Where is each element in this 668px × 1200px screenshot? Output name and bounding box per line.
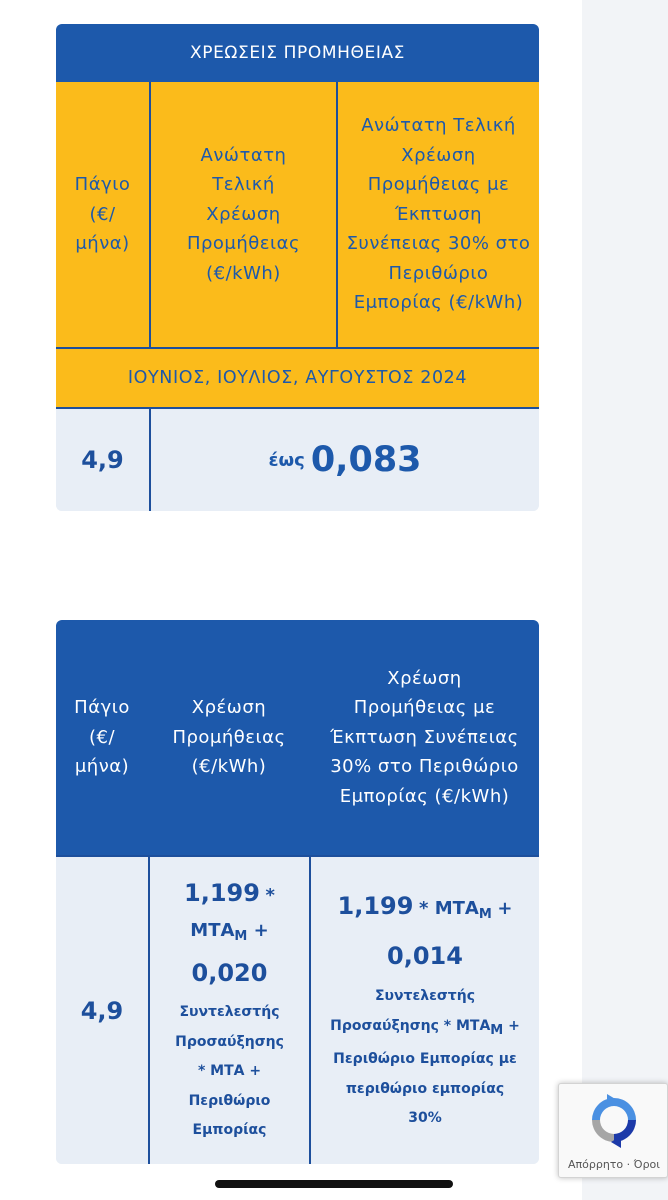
max-price-number: 0,083 — [310, 440, 422, 480]
column-divider — [149, 82, 151, 347]
coefficient: 1,199 — [337, 892, 414, 921]
period-band: ΙΟΥΝΙΟΣ, ΙΟΥΛΙΟΣ, ΑΥΓΟΥΣΤΟΣ 2024 — [56, 349, 539, 407]
recaptcha-links[interactable]: Απόρρητο · Όροι — [567, 1158, 661, 1171]
max-price-value — [151, 409, 539, 511]
header-max-discount-charge-label: Ανώτατη Τελική Χρέωση Προμήθειας με Έκπτωση Συνέπειας 30% στο Περιθώριο Εμπορίας (€/kWh) — [346, 115, 531, 314]
fixed-charge-number: 4,9 — [80, 996, 124, 1025]
header-discount-charge-label: Χρέωση Προμήθειας με Έκπτωση Συνέπειας 30% στο Περιθώριο Εμπορίας (€/kWh) — [330, 667, 519, 807]
plus-sign: + — [253, 920, 269, 942]
header-max-final-charge — [151, 82, 336, 347]
desc-line: Συντελεστής — [374, 988, 476, 1005]
margin-value: 0,014 — [387, 942, 463, 971]
mta-label: * ΜΤΑ — [419, 898, 479, 920]
header-fixed-charge-label: Πάγιο (€/ μήνα) — [74, 697, 130, 778]
table-title: ΧΡΕΩΣΕΙΣ ΠΡΟΜΗΘΕΙΑΣ — [56, 24, 539, 82]
fixed-charge-value — [56, 409, 149, 511]
mta-label: ΜΤΑ — [190, 920, 235, 942]
margin-value: 0,020 — [191, 959, 268, 988]
recaptcha-icon — [559, 1084, 668, 1158]
desc-line: Περιθώριο — [188, 1092, 271, 1109]
header-fixed-charge-label: Πάγιο (€/ μήνα) — [74, 174, 131, 255]
coefficient: 1,199 — [184, 879, 260, 908]
column-divider — [336, 82, 338, 347]
desc-line: * ΜΤΑ + — [197, 1063, 262, 1080]
header-max-discount-charge — [338, 82, 539, 347]
upto-label: έως — [268, 449, 305, 471]
header-supply-charge-label: Χρέωση Προμήθειας (€/kWh) — [172, 697, 286, 778]
mta-subscript: Μ — [478, 907, 492, 923]
desc-line: Προσαύξησης — [175, 1033, 284, 1050]
right-gutter — [582, 0, 668, 1200]
header-fixed-charge — [56, 82, 149, 347]
formula-charges-table — [56, 620, 539, 1164]
header-max-final-charge-label: Ανώτατη Τελική Χρέωση Προμήθειας (€/kWh) — [186, 144, 301, 284]
desc-line: Περιθώριο Εμπορίας με — [333, 1051, 517, 1068]
desc-line: Προσαύξησης * ΜΤΑΜ + — [330, 1017, 520, 1038]
recaptcha-badge[interactable] — [558, 1083, 668, 1178]
plus-sign: + — [497, 898, 513, 920]
header-discount-charge — [310, 620, 539, 855]
header-fixed-charge — [56, 620, 148, 855]
multiply-sign: * — [265, 885, 275, 907]
desc-line: 30% — [408, 1110, 442, 1127]
desc-line: Εμπορίας — [192, 1122, 267, 1139]
supply-charges-table — [56, 24, 539, 511]
home-indicator[interactable] — [215, 1180, 453, 1188]
desc-line: Συντελεστής — [179, 1004, 280, 1021]
fixed-charge-value — [56, 857, 148, 1164]
desc-line: περιθώριο εμπορίας — [345, 1080, 505, 1097]
mta-subscript: Μ — [234, 929, 248, 945]
fixed-charge-number: 4,9 — [81, 446, 124, 474]
header-supply-charge — [148, 620, 310, 855]
discount-charge-formula — [311, 857, 539, 1164]
supply-charge-formula — [150, 857, 309, 1164]
